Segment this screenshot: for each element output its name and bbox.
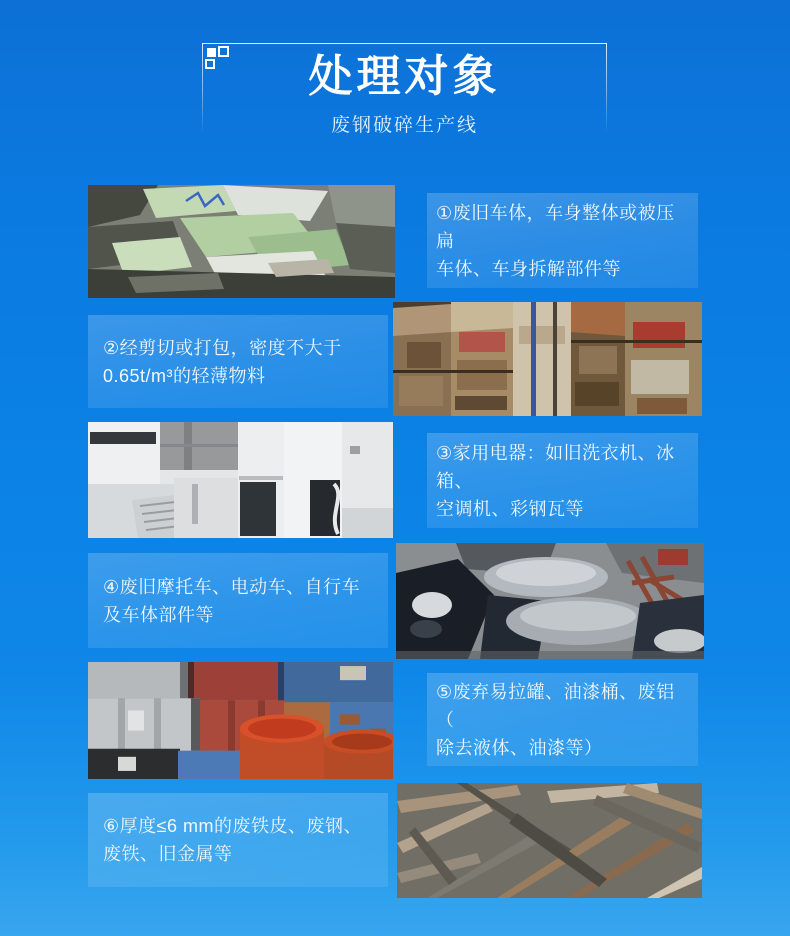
item-2-text-box [88,315,388,408]
item-3-text-box [427,433,698,528]
crushed-car-bodies-photo [88,185,395,298]
thin-scrap-steel-photo [397,783,702,898]
item-5-text-box [427,673,698,766]
baled-light-scrap-photo [393,302,702,416]
item-1-text-line2: 车体、车身拆解部件等 [436,258,621,279]
item-4-text-line1: ④废旧摩托车、电动车、自行车 [103,576,361,597]
item-4-text-line2: 及车体部件等 [103,604,214,625]
page-subtitle: 废钢破碎生产线 [330,115,478,136]
item-1-text-line1: ①废旧车体，车身整体或被压扁 [436,202,675,251]
item-6-text-line1: ⑥厚度≤6 mm的废铁皮、废钢、 [103,816,363,836]
waste-cans-paint-drums-photo [88,662,393,779]
used-home-appliances-photo [88,422,393,538]
item-3-text-line1: ③家用电器：如旧洗衣机、冰箱、 [436,442,675,491]
item-2-text-line2: 0.65t/m³的轻薄物料 [103,365,266,386]
item-6-text-box [88,793,388,887]
item-5-text-line1: ⑤废弃易拉罐、油漆桶、废铝（ [436,681,675,730]
item-6-text-line2: 废铁、旧金属等 [103,844,233,864]
header-frame-top-line [202,43,607,44]
scrap-motorcycles-photo [396,543,704,659]
item-1-text-box [427,193,698,288]
item-3-text-line2: 空调机、彩钢瓦等 [436,498,584,519]
item-2-text-line1: ②经剪切或打包，密度不大于 [103,337,342,358]
section-header [202,43,607,143]
item-4-text-box [88,553,388,648]
item-5-text-line2: 除去液体、油漆等） [436,737,603,758]
page-title: 处理对象 [308,52,501,101]
